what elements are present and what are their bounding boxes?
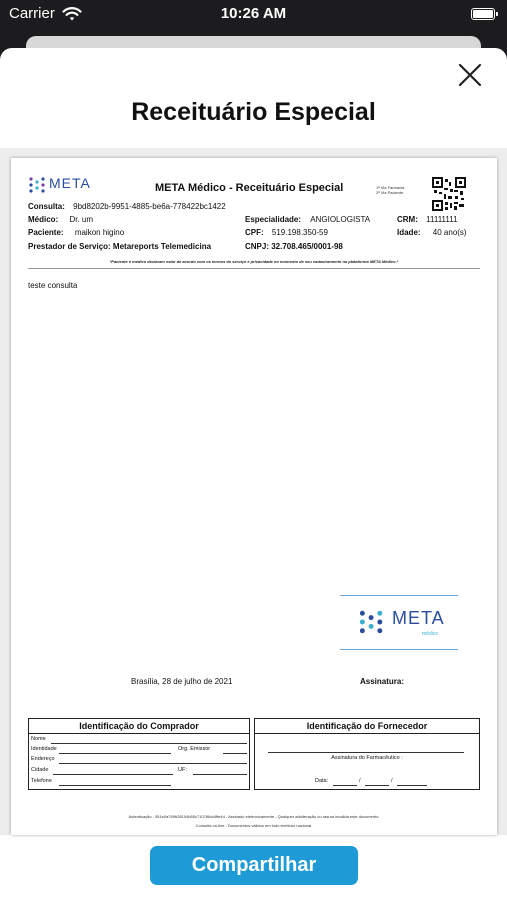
cpf-value: 519.198.350-59: [271, 228, 328, 237]
via-2-label: 2ª Via Paciente: [376, 190, 404, 195]
prescription-document: [11, 158, 497, 835]
supplier-date-month-line: [365, 785, 389, 786]
buyer-identification-box: [28, 718, 250, 790]
status-bar: [0, 0, 507, 30]
paciente-field: [28, 228, 124, 237]
cnpj-text: CNPJ: 32.708.465/0001-98: [245, 242, 343, 251]
supplier-date-label: Data:: [315, 778, 329, 784]
paciente-label: Paciente:: [28, 228, 64, 237]
buyer-endereco-line: [59, 763, 247, 764]
signature-divider-bottom: [340, 649, 458, 650]
supplier-date-day-line: [333, 785, 357, 786]
signature-logo-text: META: [392, 608, 445, 628]
clock: 10:26 AM: [220, 5, 287, 22]
header-divider: [28, 268, 480, 269]
buyer-uf-label: UF:: [178, 767, 187, 773]
buyer-cidade-label: Cidade: [31, 767, 49, 773]
share-button[interactable]: Compartilhar: [150, 846, 358, 885]
meta-logo-icon: [28, 174, 50, 196]
signature-meta-logo: [358, 604, 448, 640]
crm-label: CRM:: [397, 215, 418, 224]
idade-value: 40 ano(s): [432, 228, 467, 237]
buyer-org-emissor-line: [223, 753, 247, 754]
document-heading: META Médico - Receituário Especial: [155, 182, 344, 194]
buyer-identidade-line: [59, 753, 171, 754]
supplier-signature-label: Assinatura do Farmacêutico :: [331, 755, 403, 761]
via-labels: [376, 185, 404, 195]
supplier-signature-line: [268, 752, 464, 753]
idade-label: Idade:: [397, 228, 421, 237]
medico-label: Médico:: [28, 215, 59, 224]
crm-value: 11111111: [426, 215, 458, 224]
crm-field: [397, 215, 458, 224]
paciente-value: maikon higino: [74, 228, 125, 237]
medico-field: [28, 215, 93, 224]
supplier-date-year-line: [397, 785, 427, 786]
prestador-field: [28, 242, 211, 251]
prestador-text: Prestador de Serviço: Metareports Telemedicina: [28, 242, 212, 251]
especialidade-label: Especialidade:: [245, 215, 302, 224]
carrier-label: Carrier: [9, 5, 55, 22]
consulta-value: 9bd8202b-9951-4885-be6a-778422bc1422: [73, 202, 226, 211]
buyer-org-emissor-label: Org. Emissor: [178, 746, 211, 752]
cpf-field: [245, 228, 328, 237]
signature-divider-top: [340, 595, 458, 596]
supplier-identification-box: [254, 718, 480, 790]
medico-value: Dr. um: [69, 215, 94, 224]
signature-logo-subtext: médico: [422, 631, 439, 637]
buyer-endereco-label: Endereço: [31, 756, 55, 762]
place-date: Brasília, 28 de julho de 2021: [131, 677, 233, 686]
signature-meta-logo-icon: [358, 606, 390, 638]
signature-label: Assinatura:: [360, 677, 405, 686]
authentication-note: Autenticação : 351e0a769b28104b55c7107f8dd4ffe4d - Assinado eletronicamente - Qualquer adulteração ou rasura invalida este documento.: [128, 814, 380, 819]
buyer-identidade-label: Identidade: [31, 746, 57, 752]
especialidade-value: ANGIOLOGISTA: [310, 215, 371, 224]
online-consult-note: Consulta on-line : Documentos válidos em todo território nacional.: [195, 823, 313, 828]
buyer-telefone-line: [59, 785, 171, 786]
cnpj-field: [245, 242, 343, 251]
buyer-nome-label: Nome: [31, 736, 46, 742]
idade-field: [397, 228, 467, 237]
especialidade-field: [245, 215, 370, 224]
page-title: Receituário Especial: [131, 98, 376, 126]
buyer-nome-line: [51, 743, 247, 744]
supplier-date-slash-2: /: [391, 778, 393, 784]
consulta-field: [28, 202, 226, 211]
prescription-body: teste consulta: [28, 281, 78, 290]
close-icon[interactable]: [455, 60, 485, 90]
modal-sheet: [0, 48, 507, 900]
buyer-cidade-line: [53, 774, 173, 775]
supplier-box-title: Identificação do Fornecedor: [255, 719, 479, 734]
meta-logo-text: META: [49, 175, 91, 191]
supplier-date-slash-1: /: [359, 778, 361, 784]
buyer-box-title: Identificação do Comprador: [29, 719, 249, 734]
battery-icon: [471, 8, 495, 20]
consulta-label: Consulta:: [28, 202, 65, 211]
qr-code-icon: [432, 177, 466, 211]
document-viewer[interactable]: [0, 148, 507, 835]
buyer-uf-line: [193, 774, 247, 775]
cpf-label: CPF:: [245, 228, 264, 237]
via-1-label: 1ª Via Farmácia: [376, 185, 405, 190]
buyer-telefone-label: Telefone: [31, 778, 52, 784]
terms-disclaimer: *Paciente e médico declaram estar de acordo com os termos de serviço e privacidade no momento de seu cadastramento na plataforma META Médico.*: [109, 259, 399, 264]
meta-logo: [28, 174, 98, 198]
